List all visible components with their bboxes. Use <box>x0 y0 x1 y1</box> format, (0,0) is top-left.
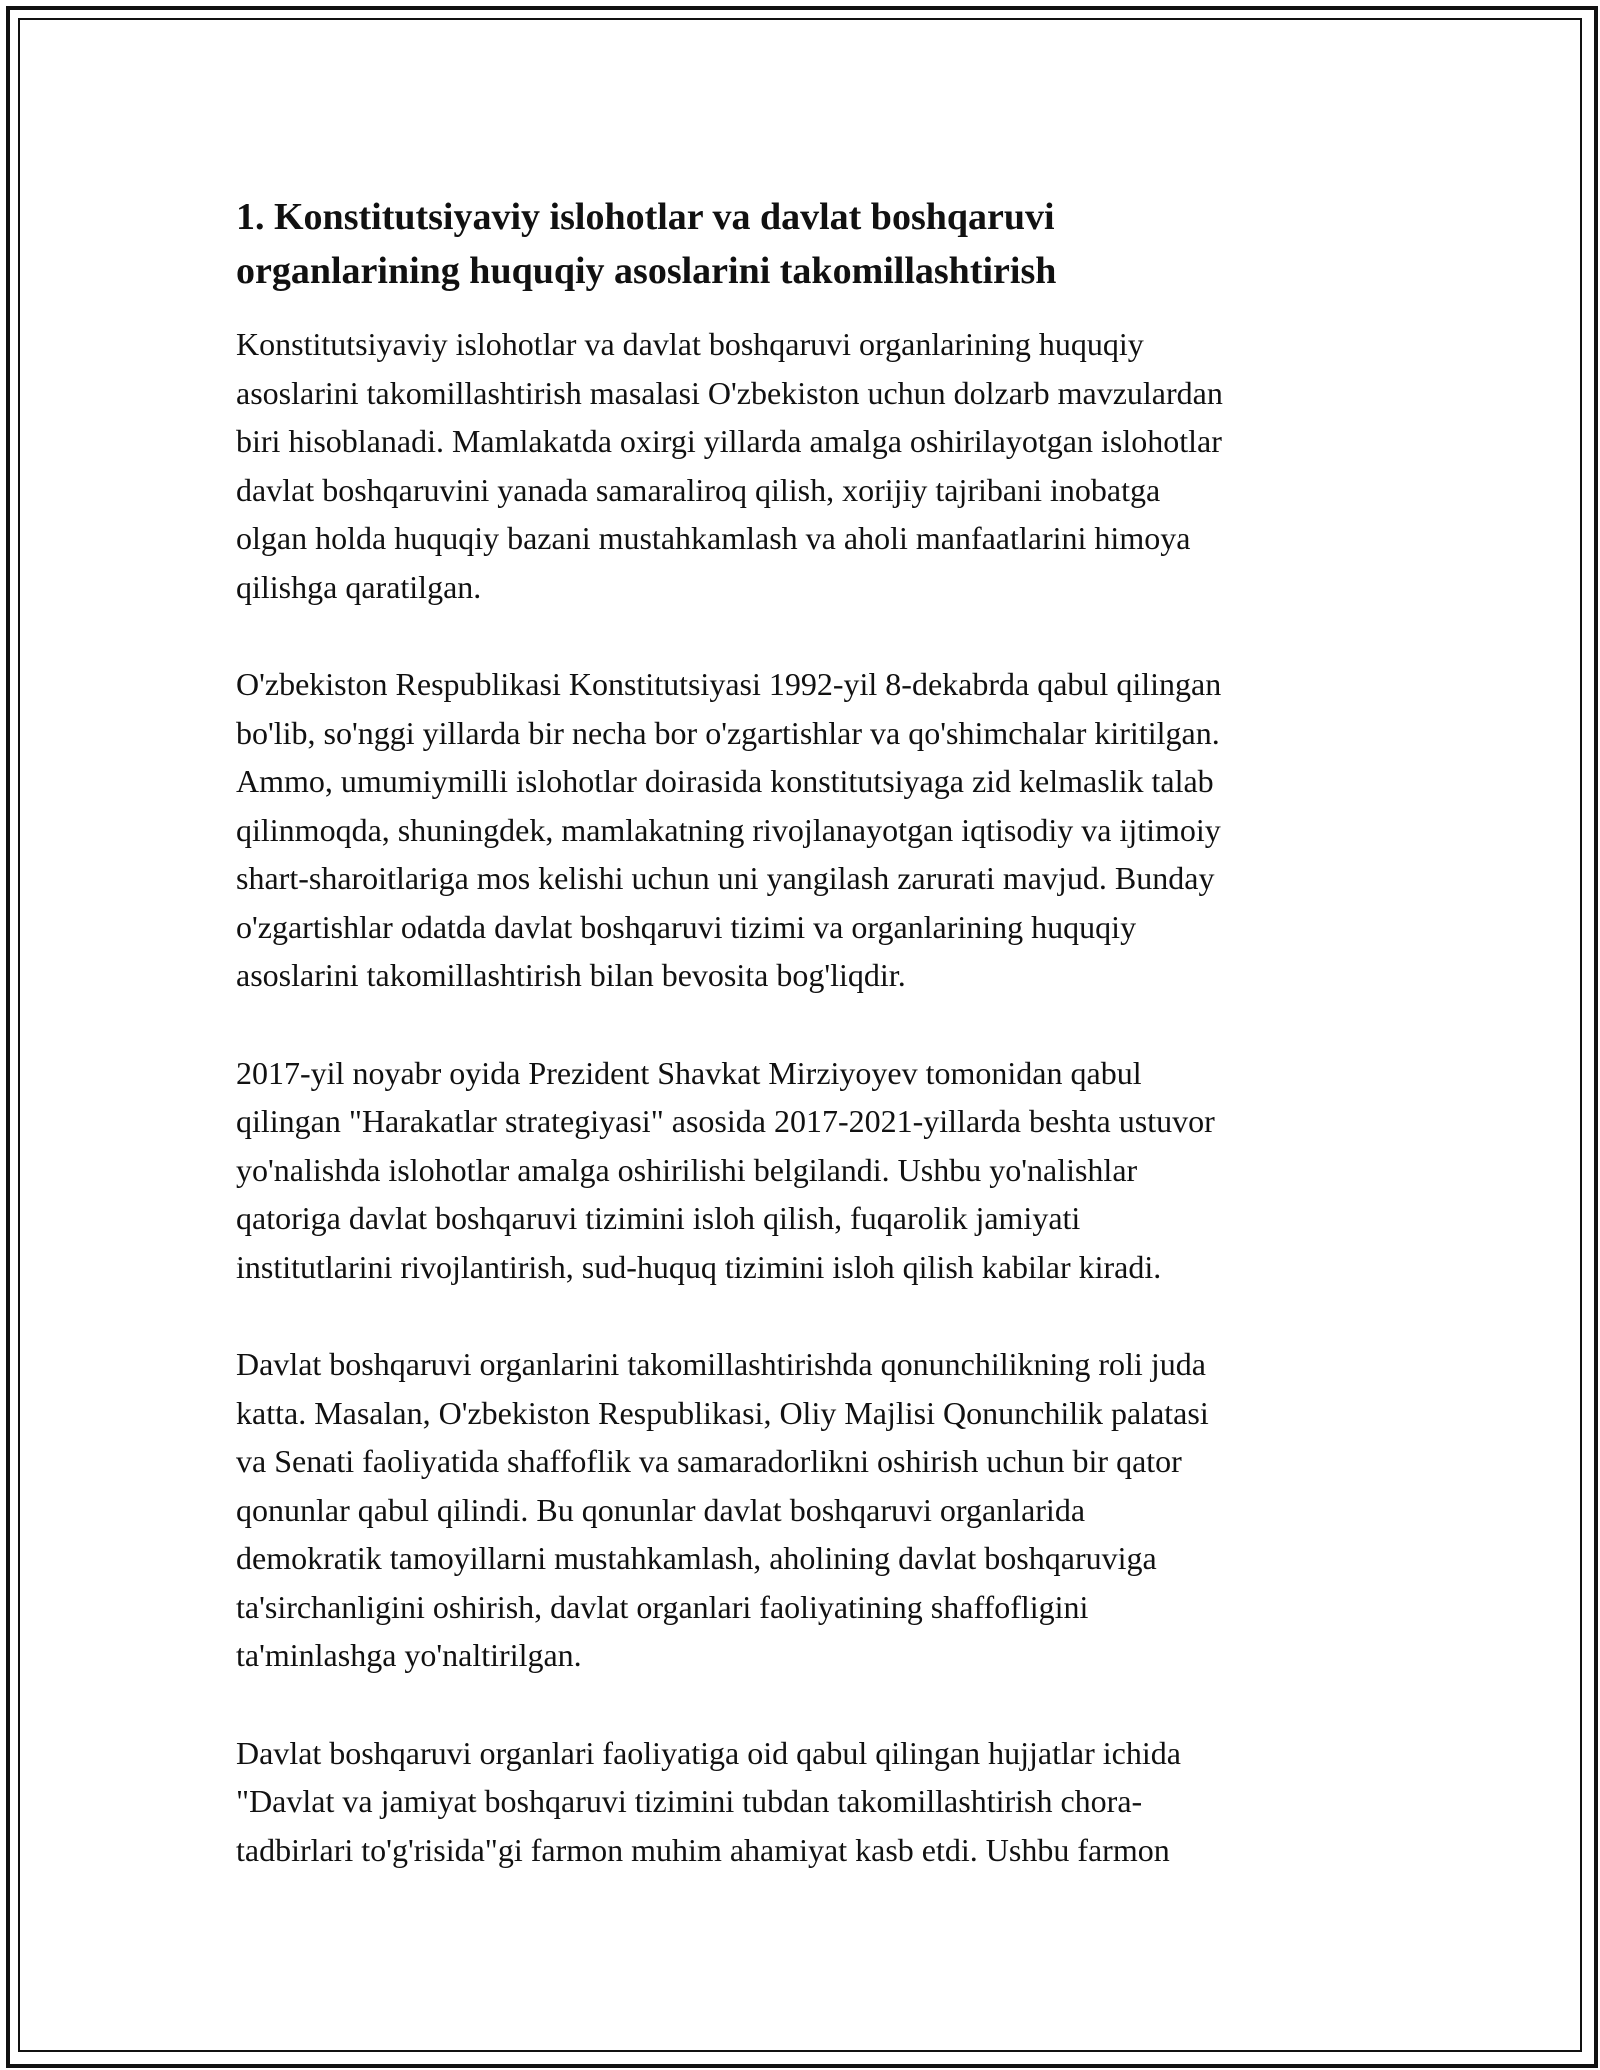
paragraph-4: Davlat boshqaruvi organlarini takomillashtirishda qonunchilikning roli juda katta. Masalan, O'zbekiston Respublikasi, Oliy Majlisi Qonunchilik palatasi va Senati faoliyatida shaffoflik va samaradorlikni oshirish uchun bir qator qonunlar qabul qilindi. Bu qonunlar davlat boshqaruvi organlarida demokratik tamoyillarni mustahkamlash, aholining davlat boshqaruviga ta'sirchanligini oshirish, davlat organlari faoliyatining shaffofligini ta'minlashga yo'naltirilgan. <box>236 1346 1209 1673</box>
paragraph-5: Davlat boshqaruvi organlari faoliyatiga oid qabul qilingan hujjatlar ichida "Davlat va jamiyat boshqaruvi tizimini tubdan takomillashtirish chora- tadbirlari to'g'risida"gi farmon muhim ahamiyat kasb etdi. Ushbu farmon <box>236 1734 1181 1868</box>
paragraph-1: Konstitutsiyaviy islohotlar va davlat boshqaruvi organlarining huquqiy asoslarini takomillashtirish masalasi O'zbekiston uchun dolzarb mavzulardan biri hisoblanadi. Mamlakatda oxirgi yillarda amalga oshirilayotgan islohotlar davlat boshqaruvini yanada samaraliroq qilish, xorijiy tajribani inobatga olgan holda huquqiy bazani mustahkamlash va aholi manfaatlarini himoya qilishga qaratilgan. <box>236 326 1223 605</box>
paragraph-2: O'zbekiston Respublikasi Konstitutsiyasi 1992-yil 8-dekabrda qabul qilingan bo'lib, so'nggi yillarda bir necha bor o'zgartishlar va qo'shimchalar kiritilgan. Ammo, umumiymilli islohotlar doirasida konstitutsiyaga zid kelmaslik talab qilinmoqda, shuningdek, mamlakatning rivojlanayotgan iqtisodiy va ijtimoiy shart-sharoitlariga mos kelishi uchun uni yangilash zarurati mavjud. Bunday o'zgartishlar odatda davlat boshqaruvi tizimi va organlarining huquqiy asoslarini takomillashtirish bilan bevosita bog'liqdir. <box>236 666 1222 993</box>
document-body <box>236 190 1376 1923</box>
paragraph-3: 2017-yil noyabr oyida Prezident Shavkat Mirziyoyev tomonidan qabul qilingan "Harakatlar strategiyasi" asosida 2017-2021-yillarda beshta ustuvor yo'nalishda islohotlar amalga oshirilishi belgilandi. Ushbu yo'nalishlar qatoriga davlat boshqaruvi tizimini isloh qilish, fuqarolik jamiyati institutlarini rivojlantirish, sud-huquq tizimini isloh qilish kabilar kiradi. <box>236 1054 1215 1285</box>
section-heading: 1. Konstitutsiyaviy islohotlar va davlat boshqaruvi organlarining huquqiy asoslarini takomillashtirish <box>236 196 1057 292</box>
